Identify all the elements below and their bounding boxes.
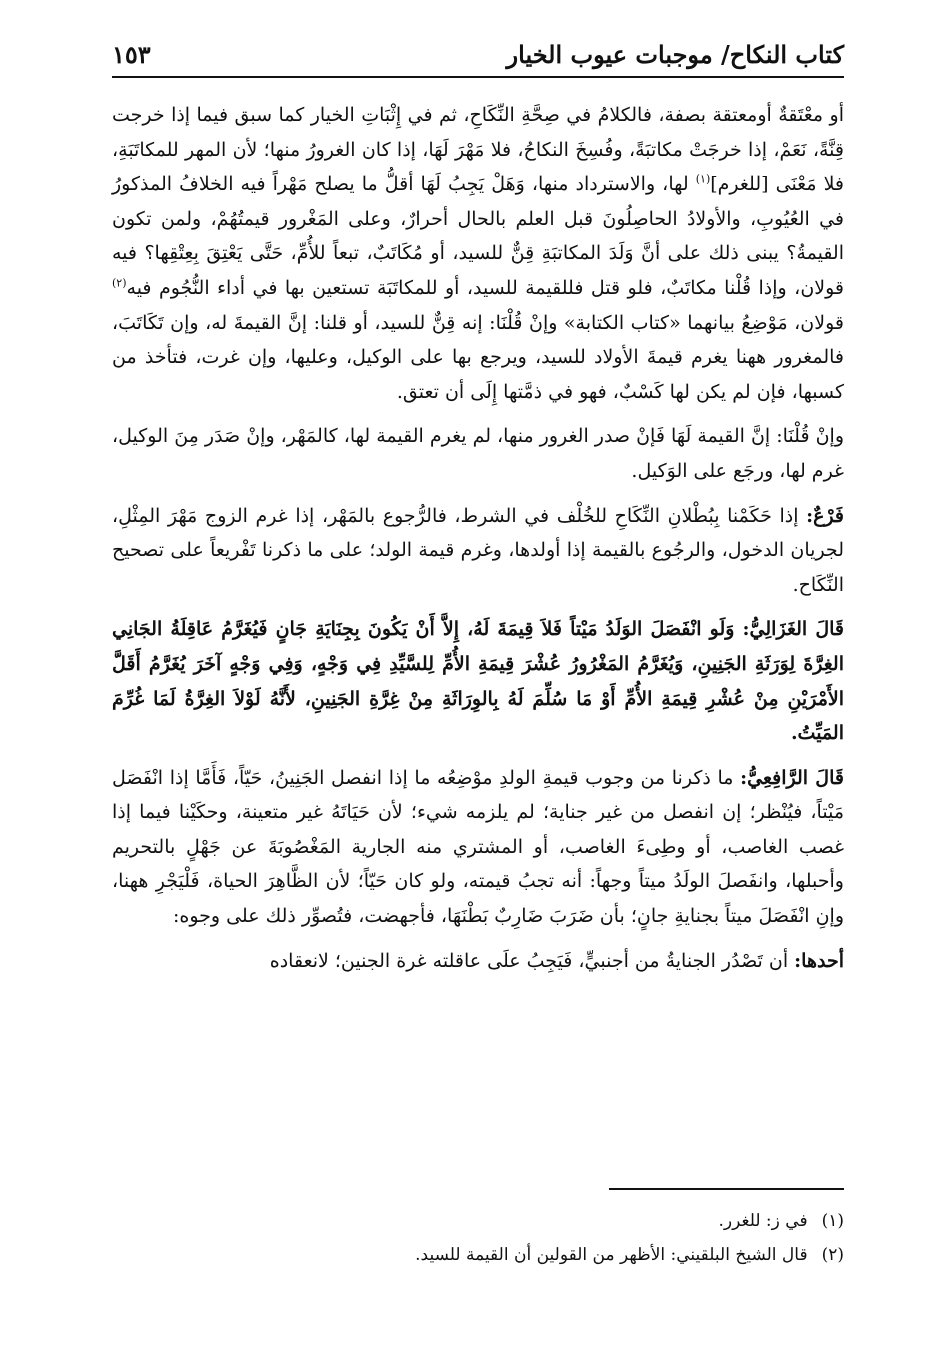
ghazali-heading: قَالَ الغَزَالِيُّ: xyxy=(742,618,844,641)
first-heading: أحدها: xyxy=(794,949,844,972)
footnote-2: (٢)قال الشيخ البلقيني: الأظهر من القولين أن القيمة للسيد. xyxy=(415,1245,844,1265)
footnote-ref-2[interactable]: (٢) xyxy=(112,276,127,290)
footnote-1: (١)في ز: للغرر. xyxy=(718,1211,844,1231)
rafii-heading: قَالَ الرَّافِعِيُّ: xyxy=(740,766,844,789)
page-header xyxy=(112,36,844,78)
page-number: ١٥٣ xyxy=(112,40,151,69)
footnote-divider xyxy=(609,1188,844,1190)
footnotes xyxy=(112,1204,844,1272)
main-text xyxy=(112,98,844,988)
branch-heading: فَرْعٌ: xyxy=(806,504,844,527)
footnote-ref-1[interactable]: (١) xyxy=(695,172,711,186)
paragraph-ghazali: قَالَ الغَزَالِيُّ: وَلَو انْفَصَلَ الوَلَدُ مَيْتاً فَلاَ قِيمَةَ لَهُ، إِلاَّ أَنْ يَكُونَ بِجِنَايَةِ جَانٍ فَيُغَرَّمُ عَاقِلَةُ الجَانِي الغِرَّةَ لِوَرَثَةِ الجَنِينِ، وَيُغَرَّمُ المَغْرُورُ عُشْرَ قِيمَةِ الأُمِّ لِلسَّيِّدِ فِي وَجْهٍ، وَفِي وَجْهٍ آخَرَ يُغَرَّمُ أَقَلَّ الأَمْرَيْنِ مِنْ عُشْرِ قِيمَةِ الأُمِّ أَوْ مَا سُلِّمَ لَهُ بِالوِرَاثَةِ مِنْ غِرَّةِ الجَنِينِ، لأَنَّهُ لَوْلاَ الغِرَّةُ لَمَا غُرِّمَ المَيِّتُ. xyxy=(112,618,844,745)
paragraph-1: أو معْتَقةٌ أومعتقة بصفة، فالكلامُ في صِحَّةِ النِّكَاحِ، ثم في إِثْبَاتِ الخيار كما سبق فيما إذا خرجت قِنَّةً، نَعَمْ، إذا خرجَتْ مكاتبَةً، وفُسِخَ النكاحُ، فلا مَهْرَ لَهَا، إذا كان الغرورُ منها؛ لأن المهر للمكاتَبَةِ، فلا مَعْنَى [للغرم]$^{(١)}$ لها، والاسترداد منها، وَهَلْ يَجِبُ لَهَا أقلُّ ما يصلح مَهْراً فيه الخلافُ المذكورُ في العُيُوبِ، والأولادُ الحاصِلُونَ قبل العلم بالحال أحرارٌ، وعلى المَغْرور قيمتُهُمْ، ولمن تكون القيمةُ؟ يبنى ذلك على أنَّ وَلَدَ المكاتبَةِ قِنٌّ للسيد، أو مُكَاتَبٌ، تبعاً للأُمِّ، حَتَّى يَعْتِقَ بِعِتْقِها؟ فيه قولان، وإذا قُلْنا مكاتَبٌ، فلو قتل فللقيمة للسيد، أو للمكاتَبَة تستعين بها في أداء النُّجُوم فيه$^{(٢)}$ قولان، مَوْضِعُ بيانهما «كتاب الكتابة» وإنْ قُلْنَا: إنه قِنٌّ للسيد، أو قلنا: إنَّ القيمةَ له، وإن تَكَاتَبَ، فالمغرور ههنا يغرم قيمةَ الأولاد للسيد، ويرجع بها على الوكيل، وعليها، وإن غرت، فتأخذ من كسبها، فإن لم يكن لها كَسْبٌ، فهو في ذمَّتها إِلَى أن تعتق. xyxy=(112,104,845,403)
paragraph-2: وإنْ قُلْنَا: إنَّ القيمة لَهَا فَإنْ صدر الغرور منها، لم يغرم القيمة لها، كالمَهْر، وإنْ صَدَر مِنَ الوكيل، غرم لها، ورجَع على الوَكيل. xyxy=(112,425,844,482)
paragraph-rafii: قَالَ الرَّافِعِيُّ: ما ذكرنا من وجوب قيمةِ الولدِ موْضِعُه ما إذا انفصل الجَنِينُ، حَيّاً، فَأَمَّا إذا انْفَصَل مَيْتاً، فيُنْظر؛ إن انفصل من غير جناية؛ لم يلزمه شيء؛ لأن حَيَاتَهُ غير متعينة، وحكَيْنا فيما إذا غصب الغاصب، أو وطِىءَ الغاصب، أو المشتري منه الجارية المَغْصُوبَةَ عن جَهْلٍ بالتحريم وأحبلها، وانفَصلَ الولَدُ ميتاً وجهاً: أنه تجبُ قيمته، ولو كان حَيّاً؛ لأن الظَّاهِرَ الحياة، فَلْيَجْرِ ههنا، وإنِ انْفَصَلَ ميتاً بجنايةِ جانٍ؛ بأن ضَرَبَ ضَارِبٌ بَطْنَهَا، فأجهضت، فتُصوِّر ذلك على وجوه: xyxy=(112,766,844,928)
running-title: كتاب النكاح/ موجبات عيوب الخيار xyxy=(506,40,844,69)
paragraph-first: أحدها: أن تَصْدُر الجنايةُ من أجنبيٍّ، فَيَجِبُ علَى عاقلته غرة الجنين؛ لانعقاده xyxy=(269,949,844,972)
paragraph-branch: فَرْعٌ: إذا حَكَمْنا بِبُطْلانِ النِّكَاحِ للخُلْف في الشرط، فالرُّجوع بالمَهْر، إذا غرم الزوج مَهْرَ المِثْلِ، لجريان الدخول، والرجُوع بالقيمة إذا أولدها، وغرم قيمة الولد؛ على ما ذكرنا تَفْريعاً على تصحيح النِّكَاح. xyxy=(112,504,844,596)
